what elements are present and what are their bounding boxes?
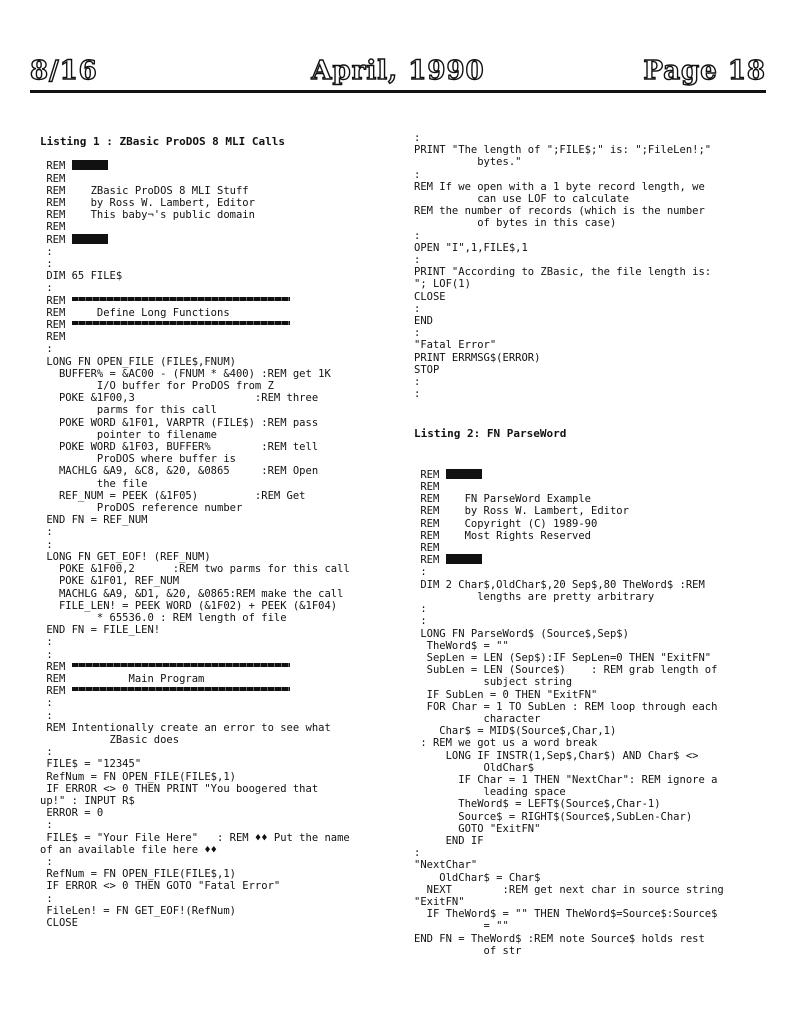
code-line: FOR Char = 1 TO SubLen : REM loop through each (414, 700, 718, 713)
code-line: REM (414, 481, 440, 494)
code-line: ProDOS reference number (40, 502, 243, 515)
code-line: END (414, 315, 433, 328)
code-line: I/O buffer for ProDOS from Z (40, 380, 274, 393)
code-line: REM Most Rights Reserved (414, 529, 592, 542)
code-line: REM This baby¬'s public domain (40, 209, 255, 222)
code-line: REM the number of records (which is the number (414, 205, 705, 218)
code-line: : (414, 302, 421, 315)
code-line: : (40, 636, 53, 649)
code-line: IF TheWord$ = "" THEN TheWord$=Source$:Source$ (414, 908, 718, 921)
code-line: : (414, 229, 421, 242)
code-line: REM (40, 661, 400, 673)
listing1-title: Listing 1 : ZBasic ProDOS 8 MLI Calls (40, 135, 286, 148)
page-number: Page 18 (643, 56, 766, 86)
code-line: : (414, 376, 421, 389)
code-line: MACHLG &A9, &C8, &20, &0865 :REM Open (40, 465, 319, 478)
code-line: parms for this call (40, 404, 218, 417)
code-line: : (414, 388, 421, 401)
page-header (30, 56, 766, 92)
code-line: subject string (414, 676, 573, 689)
code-line: : (40, 746, 53, 759)
code-line: : (414, 168, 421, 181)
code-line: lengths are pretty arbitrary (414, 590, 655, 603)
code-line: REM If we open with a 1 byte record length, we (414, 180, 705, 193)
code-line: POKE WORD &1F01, VARPTR (FILE$) :REM pass (40, 416, 319, 429)
code-line: FileLen! = FN GET_EOF!(RefNum) (40, 904, 236, 917)
code-line: pointer to filename (40, 428, 218, 441)
code-line: REM (40, 160, 400, 172)
code-line: REM Copyright (C) 1989-90 (414, 517, 598, 530)
code-line: IF Char = 1 THEN "NextChar": REM ignore a (414, 773, 718, 786)
code-line: LONG FN OPEN_FILE (FILE$,FNUM) (40, 355, 236, 368)
code-line: REM (414, 469, 774, 481)
code-line (40, 148, 400, 160)
code-line: STOP (414, 363, 440, 376)
code-line: DIM 2 Char$,OldChar$,20 Sep$,80 TheWord$ :REM (414, 578, 705, 591)
code-line: RefNum = FN OPEN_FILE(FILE$,1) (40, 770, 236, 783)
code-line: : (40, 709, 53, 722)
code-line: : (40, 343, 53, 356)
code-line: PRINT ERRMSG$(ERROR) (414, 351, 541, 364)
code-line: PRINT "According to ZBasic, the file length is: (414, 266, 712, 279)
code-line: DIM 65 FILE$ (40, 270, 123, 283)
code-line: : (414, 132, 421, 144)
code-line: ZBasic does (40, 733, 180, 746)
code-line: : (40, 892, 53, 905)
code-line: REM by Ross W. Lambert, Editor (40, 197, 255, 209)
code-line: can use LOF to calculate (414, 193, 629, 206)
code-line: FILE_LEN! = PEEK WORD (&1F02) + PEEK (&1F04) (40, 599, 338, 612)
code-line: : (40, 855, 53, 868)
separator-bar (72, 297, 290, 301)
code-line: LONG IF INSTR(1,Sep$,Char$) AND Char$ <> (414, 749, 699, 762)
code-line: bytes." (414, 156, 522, 169)
listing1-continued-code (414, 132, 774, 400)
code-line: = "" (414, 920, 509, 933)
redaction-block (72, 160, 108, 170)
separator-bar (72, 663, 290, 667)
redaction-block (72, 234, 108, 244)
code-line: leading space (414, 786, 566, 799)
separator-bar (72, 687, 290, 691)
code-line: "Fatal Error" (414, 339, 497, 352)
code-line: END IF (414, 834, 484, 847)
code-line: : (40, 245, 53, 258)
left-column (40, 132, 400, 929)
code-line: REF_NUM = PEEK (&1F05) :REM Get (40, 489, 306, 502)
code-line: of bytes in this case) (414, 217, 617, 230)
redaction-block (446, 554, 482, 564)
code-line: RefNum = FN OPEN_FILE(FILE$,1) (40, 868, 236, 881)
code-line: : (414, 603, 427, 616)
code-line: REM (40, 331, 66, 344)
redaction-block (446, 469, 482, 479)
code-line: "NextChar" (414, 859, 478, 872)
code-line: END FN = TheWord$ :REM note Source$ holds rest (414, 932, 705, 945)
listing2-title: Listing 2: FN ParseWord (414, 427, 567, 441)
code-line: : (40, 282, 53, 295)
code-line: PRINT "The length of ";FILE$;" is: ";FileLen!;" (414, 144, 712, 157)
code-line: REM (40, 221, 66, 234)
code-line: END FN = REF_NUM (40, 514, 148, 527)
code-line: REM by Ross W. Lambert, Editor (414, 505, 629, 518)
listing1-code (40, 148, 400, 929)
code-line: CLOSE (40, 916, 78, 929)
code-line: IF ERROR <> 0 THEN PRINT "You boogered that (40, 782, 319, 795)
code-line: : (40, 819, 53, 832)
code-line: TheWord$ = "" (414, 639, 509, 652)
code-line: : (40, 538, 53, 551)
code-line: : (414, 615, 427, 628)
code-line: MACHLG &A9, &D1, &20, &0865:REM make the call (40, 587, 344, 600)
code-line: LONG FN ParseWord$ (Source$,Sep$) (414, 627, 629, 640)
code-line: * 65536.0 : REM length of file (40, 611, 287, 624)
right-column (414, 132, 774, 957)
code-line: OldChar$ (414, 761, 535, 774)
code-line: REM (40, 295, 400, 307)
code-line: IF ERROR <> 0 THEN GOTO "Fatal Error" (40, 880, 281, 893)
code-line: : (414, 254, 421, 267)
code-line: REM (414, 542, 440, 555)
issue-date: April, 1990 (311, 56, 485, 86)
code-line: : (414, 847, 421, 860)
code-line: REM (40, 172, 66, 185)
code-line: OPEN "I",1,FILE$,1 (414, 241, 528, 254)
issue-number: 8/16 (30, 56, 98, 86)
code-line: REM (40, 234, 400, 246)
code-line: END FN = FILE_LEN! (40, 624, 161, 637)
code-line: OldChar$ = Char$ (414, 871, 541, 884)
code-line: "; LOF(1) (414, 278, 471, 291)
code-line: : (414, 566, 427, 579)
code-line: GOTO "ExitFN" (414, 822, 541, 835)
code-line: IF SubLen = 0 THEN "ExitFN" (414, 688, 598, 701)
code-line: CLOSE (414, 290, 446, 303)
code-line: : (40, 258, 53, 271)
code-line: REM (414, 554, 774, 566)
separator-bar (72, 321, 290, 325)
code-line: SepLen = LEN (Sep$):IF SepLen=0 THEN "ExitFN" (414, 651, 712, 664)
code-line: FILE$ = "12345" (40, 758, 142, 771)
code-line: POKE WORD &1F03, BUFFER% :REM tell (40, 441, 319, 454)
code-line: Source$ = RIGHT$(Source$,SubLen-Char) (414, 810, 693, 823)
code-line: REM Define Long Functions (40, 306, 230, 319)
header-rule (30, 90, 766, 93)
code-line: "ExitFN" (414, 895, 465, 908)
code-line: REM Main Program (40, 672, 205, 685)
code-line: POKE &1F00,2 :REM two parms for this call (40, 563, 350, 576)
code-line: POKE &1F01, REF_NUM (40, 575, 180, 588)
code-line: : REM we got us a word break (414, 737, 598, 750)
code-line: REM Intentionally create an error to see what (40, 721, 331, 734)
listing2-code (414, 457, 774, 957)
code-line: : (40, 697, 53, 710)
code-line: of str (414, 944, 522, 957)
code-line: REM FN ParseWord Example (414, 493, 592, 506)
code-line: the file (40, 477, 148, 490)
code-line: : (40, 648, 53, 661)
code-line (414, 457, 774, 469)
code-line: REM (40, 319, 400, 331)
code-line: REM ZBasic ProDOS 8 MLI Stuff (40, 184, 249, 197)
code-line: Char$ = MID$(Source$,Char,1) (414, 725, 617, 738)
code-line: BUFFER% = &AC00 - (FNUM * &400) :REM get 1K (40, 367, 331, 380)
code-line: NEXT :REM get next char in source string (414, 883, 724, 896)
code-line: : (40, 526, 53, 539)
code-line: ERROR = 0 (40, 807, 104, 820)
code-line: : (414, 327, 421, 340)
code-line: REM (40, 685, 400, 697)
code-line: TheWord$ = LEFT$(Source$,Char-1) (414, 798, 661, 811)
code-line: POKE &1F00,3 :REM three (40, 392, 319, 405)
code-line: of an available file here ♦♦ (40, 843, 218, 856)
code-line: FILE$ = "Your File Here" : REM ♦♦ Put the name (40, 831, 350, 844)
code-line: up!" : INPUT R$ (40, 794, 135, 807)
code-line: SubLen = LEN (Source$) : REM grab length of (414, 664, 718, 677)
code-line: LONG FN GET_EOF! (REF_NUM) (40, 550, 211, 563)
code-line: ProDOS where buffer is (40, 453, 236, 466)
code-line: character (414, 712, 541, 725)
